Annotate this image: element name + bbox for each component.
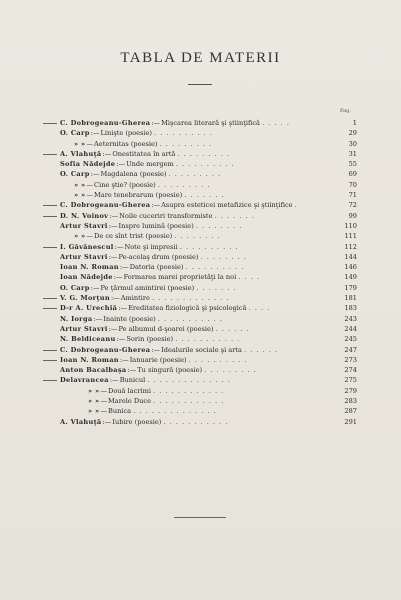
toc-separator: :— — [116, 335, 126, 344]
toc-work-title: Inspre lumină (poesie) — [118, 221, 194, 230]
pencil-mark — [43, 380, 57, 381]
toc-author: V. G. Morţun — [60, 294, 110, 303]
toc-work-title: Pe ţărmul amintirei (poesie) — [100, 283, 195, 292]
pencil-mark — [43, 154, 57, 155]
toc-separator: :— — [151, 201, 161, 210]
toc-work-title: Marele Duce — [108, 397, 152, 406]
toc-entry-text — [60, 417, 343, 427]
toc-work-title: Cine ştie? (poesie) — [94, 180, 156, 189]
toc-work-title: Tu singură (poesie) — [137, 366, 203, 375]
table-of-contents — [0, 118, 401, 427]
toc-page-number: 274 — [344, 366, 357, 375]
toc-work-title: Mişcarea literară şi ştiinţifică — [161, 119, 260, 127]
toc-separator: :— — [127, 366, 137, 375]
toc-page-number: 179 — [344, 283, 357, 292]
toc-page-number: 146 — [344, 263, 357, 272]
toc-entry — [0, 200, 401, 210]
toc-entry — [0, 211, 401, 221]
toc-entry-text — [60, 386, 371, 396]
toc-separator: :— — [113, 273, 123, 282]
dot-leader: . . . . . . . . . — [177, 149, 231, 158]
toc-entry — [0, 324, 401, 334]
toc-page-number: 144 — [344, 252, 357, 261]
toc-entry — [0, 231, 401, 241]
toc-entry-text — [60, 169, 343, 179]
toc-page-number: 112 — [344, 242, 357, 251]
toc-page-number: 69 — [348, 170, 357, 179]
toc-entry — [0, 303, 401, 313]
toc-separator: :— — [90, 129, 100, 138]
toc-work-title: Note şi impresii — [124, 242, 178, 251]
toc-author: N. Beldiceanu — [60, 335, 116, 344]
toc-work-title: Pe albumul d-şoarei (poesie) — [118, 324, 214, 333]
pencil-mark — [43, 216, 57, 217]
dot-leader: . . . . . . . . . . . . — [153, 397, 225, 406]
toc-work-title: Datoria (poesie) — [129, 263, 184, 272]
toc-entry-text — [60, 272, 343, 282]
pencil-mark — [43, 247, 57, 248]
toc-separator: :— — [108, 221, 118, 230]
dot-leader: . . . . . . . . — [200, 252, 248, 261]
toc-page-number: 243 — [344, 314, 357, 323]
toc-page-number: 287 — [344, 407, 357, 416]
toc-author: D-r A. Urechiă — [60, 304, 118, 313]
toc-entry-text — [60, 375, 343, 385]
toc-separator: :— — [93, 314, 103, 323]
dot-leader: . . . . . . . — [184, 191, 225, 200]
end-rule — [174, 517, 226, 518]
toc-author: N. Iorga — [60, 314, 93, 323]
toc-author: I. Găvănescul — [60, 242, 114, 251]
toc-author: Anton Bacalbaşa — [60, 366, 127, 375]
pencil-mark — [43, 205, 57, 206]
toc-page-number: 31 — [348, 149, 357, 158]
title-underline — [188, 84, 212, 85]
toc-separator: — — [100, 407, 108, 416]
toc-page-number: 111 — [344, 232, 357, 241]
toc-entry-text — [60, 324, 343, 334]
toc-separator: :— — [151, 119, 161, 127]
toc-entry-text — [60, 345, 343, 355]
toc-entry-text — [60, 221, 343, 231]
dot-leader: . . . . . . . . . . . — [163, 417, 229, 426]
toc-work-title: Aeternitas (poesie) — [94, 139, 158, 148]
toc-separator: :— — [151, 345, 161, 354]
dot-leader: . . . . . . . . . . . . . — [152, 294, 230, 303]
dot-leader: . . . . . . . . — [195, 221, 243, 230]
toc-entry — [0, 355, 401, 365]
toc-author: Artur Stavri — [60, 221, 108, 230]
toc-page-number: 291 — [344, 417, 357, 426]
toc-page-number: 29 — [348, 129, 357, 138]
toc-page-number: 110 — [344, 221, 357, 230]
toc-separator: :— — [108, 324, 118, 333]
toc-page-number: 72 — [348, 201, 357, 210]
pencil-mark — [43, 123, 57, 124]
dot-leader: . . . . . . . . . — [204, 366, 257, 375]
toc-page-number: 247 — [344, 345, 357, 354]
toc-entry-text — [60, 159, 343, 169]
toc-entry — [0, 221, 401, 231]
toc-author: » » — [74, 139, 86, 148]
toc-entry — [0, 375, 401, 385]
dot-leader: . . . . . . — [215, 324, 250, 333]
toc-entry-text — [60, 242, 343, 252]
toc-page-number: 283 — [344, 397, 357, 406]
toc-entry-text — [60, 252, 343, 262]
dot-leader: . . . . . . . . . . — [188, 355, 248, 364]
dot-leader: . . . . . . . . . . . . — [153, 386, 225, 395]
toc-separator: :— — [108, 252, 118, 261]
toc-work-title: Bunicul — [119, 376, 146, 385]
toc-author: Ioan N. Roman — [60, 263, 119, 272]
toc-entry — [0, 118, 401, 128]
toc-author: A. Vlahuţă — [60, 149, 102, 158]
toc-entry — [0, 283, 401, 293]
toc-entry — [0, 252, 401, 262]
toc-author: Sofia Nădejde — [60, 160, 116, 169]
toc-entry — [0, 345, 401, 355]
dot-leader: . . . . . . . . . — [159, 139, 213, 148]
toc-separator: :— — [110, 294, 120, 303]
toc-work-title: Noile cuceriri transformiste — [119, 211, 213, 220]
toc-author: O. Carp — [60, 129, 90, 138]
toc-work-title: Ereditatea fiziologică şi psicologică — [128, 304, 247, 313]
toc-separator: :— — [102, 149, 112, 158]
page-column-label: Pag. — [340, 108, 351, 114]
toc-entry-text — [60, 200, 343, 210]
toc-page-number: 55 — [348, 160, 357, 169]
toc-entry-text — [60, 355, 343, 365]
toc-entry-text — [60, 365, 343, 375]
toc-entry-text — [60, 211, 343, 221]
toc-separator: :— — [102, 417, 112, 426]
toc-author: Artur Stavri — [60, 252, 108, 261]
toc-separator: :— — [119, 263, 129, 272]
toc-author: » » — [88, 407, 100, 416]
toc-separator: :— — [114, 242, 124, 251]
toc-work-title: Sorin (poesie) — [126, 335, 174, 344]
toc-separator: — — [86, 180, 94, 189]
dot-leader: . . . . . . . . . . . — [157, 314, 223, 323]
toc-entry-text — [60, 128, 343, 138]
dot-leader: . . . . . . . . . . — [154, 129, 213, 138]
toc-work-title: Idealurile sociale şi arta — [161, 345, 242, 354]
page-title: TABLA DE MATERII — [120, 50, 281, 66]
toc-page-number: 279 — [344, 386, 357, 395]
toc-work-title: De ce sînt trist (poesie) — [94, 232, 173, 241]
toc-work-title: Onestitatea în artă — [112, 149, 176, 158]
toc-entry — [0, 386, 401, 396]
toc-entry-text — [60, 293, 343, 303]
toc-entry — [0, 334, 401, 344]
toc-work-title: Pe-acelaş drum (poesie) — [118, 252, 199, 261]
pencil-mark — [43, 308, 57, 309]
toc-work-title: Linişte (poesie) — [100, 129, 152, 138]
toc-entry — [0, 128, 401, 138]
toc-work-title: Inainte (poesie) — [103, 314, 156, 323]
toc-page-number: 71 — [348, 191, 357, 200]
dot-leader: . . . . . . — [244, 345, 279, 354]
toc-author: Ioan N. Roman — [60, 355, 119, 364]
toc-entry — [0, 272, 401, 282]
toc-author: » » — [74, 232, 86, 241]
toc-page-number: 70 — [348, 180, 357, 189]
toc-entry-text — [60, 231, 357, 241]
toc-entry-text — [60, 283, 343, 293]
toc-entry-text — [60, 334, 343, 344]
toc-entry — [0, 139, 401, 149]
toc-work-title: Iubire (poesie) — [112, 417, 162, 426]
toc-page-number: 245 — [344, 335, 357, 344]
toc-entry — [0, 406, 401, 416]
toc-entry — [0, 396, 401, 406]
toc-separator: :— — [119, 355, 129, 364]
dot-leader: . . . . . . . . . . — [179, 242, 239, 251]
toc-work-title: Formarea marei proprietăţi la noi — [123, 273, 237, 282]
toc-separator: — — [100, 386, 108, 395]
dot-leader: . . . . . . . . . . . — [175, 335, 241, 344]
toc-page-number: 273 — [344, 355, 357, 364]
toc-entry-text — [60, 139, 357, 149]
toc-work-title: Mare tenebrarum (poesie) — [94, 191, 183, 200]
toc-work-title: Magdalena (poesie) — [100, 170, 167, 179]
toc-author: D. N. Voinov — [60, 211, 109, 220]
toc-entry — [0, 417, 401, 427]
toc-separator: :— — [90, 170, 100, 179]
toc-author: C. Dobrogeanu-Gherea — [60, 201, 151, 210]
toc-entry — [0, 314, 401, 324]
toc-separator: — — [100, 397, 108, 406]
toc-work-title: Ianuarie (poesie) — [129, 355, 187, 364]
toc-author: O. Carp — [60, 283, 90, 292]
pencil-mark — [43, 360, 57, 361]
toc-separator: — — [86, 139, 94, 148]
toc-page-number: 275 — [344, 376, 357, 385]
dot-leader: . . . . — [238, 273, 261, 282]
toc-author: Delavrancea — [60, 376, 109, 385]
toc-entry — [0, 262, 401, 272]
toc-author: » » — [74, 180, 86, 189]
toc-entry-text — [60, 303, 343, 313]
toc-page-number: 1 — [352, 119, 357, 127]
dot-leader: . . . . — [248, 304, 271, 313]
toc-author: C. Dobrogeanu-Gherea — [60, 119, 151, 127]
dot-leader: . — [294, 201, 298, 210]
toc-page-number: 181 — [344, 294, 357, 303]
toc-entry — [0, 365, 401, 375]
toc-entry — [0, 180, 401, 190]
toc-separator: :— — [116, 160, 126, 169]
toc-author: O. Carp — [60, 170, 90, 179]
toc-separator: — — [86, 191, 94, 200]
toc-entry-text — [60, 180, 357, 190]
dot-leader: . . . . . . . . . . — [175, 160, 235, 169]
toc-entry-text — [60, 262, 343, 272]
toc-entry — [0, 293, 401, 303]
toc-entry — [0, 149, 401, 159]
dot-leader: . . . . . . . . . . — [185, 263, 245, 272]
toc-author: » » — [88, 397, 100, 406]
toc-separator: :— — [109, 376, 119, 385]
dot-leader: . . . . . . . — [196, 283, 237, 292]
toc-entry-text — [60, 396, 371, 406]
toc-page-number: 30 — [348, 139, 357, 148]
toc-separator: :— — [109, 211, 119, 220]
dot-leader: . . . . . . . — [214, 211, 255, 220]
pencil-mark — [43, 298, 57, 299]
toc-work-title: Bunica — [108, 407, 132, 416]
dot-leader: . . . . . . . . . — [168, 170, 222, 179]
toc-entry — [0, 159, 401, 169]
toc-entry-text — [60, 314, 343, 324]
dot-leader: . . . . . . . . . . . . . . — [147, 376, 231, 385]
toc-page-number: 149 — [344, 273, 357, 282]
toc-entry-text — [60, 118, 343, 128]
toc-page-number: 244 — [344, 324, 357, 333]
toc-work-title: Unde mergem — [126, 160, 174, 169]
toc-work-title: Asupra esteticei metafizice şi ştiinţifice — [161, 201, 293, 210]
toc-separator: — — [86, 232, 94, 241]
toc-separator: :— — [118, 304, 128, 313]
dot-leader: . . . . . . . . . — [157, 180, 211, 189]
toc-entry-text — [60, 406, 371, 416]
dot-leader: . . . . . . . . — [174, 232, 221, 241]
toc-author: Ioan Nădejde — [60, 273, 113, 282]
dot-leader: . . . . . . . . . . . . . . — [133, 407, 217, 416]
toc-entry-text — [60, 190, 357, 200]
toc-author: » » — [88, 386, 100, 395]
toc-author: » » — [74, 191, 86, 200]
dot-leader: . . . . . — [262, 119, 290, 127]
toc-page-number: 183 — [344, 304, 357, 313]
toc-entry — [0, 190, 401, 200]
toc-entry-text — [60, 149, 343, 159]
toc-author: C. Dobrogeanu-Gherea — [60, 345, 151, 354]
toc-entry — [0, 169, 401, 179]
toc-author: Artur Stavri — [60, 324, 108, 333]
toc-author: A. Vlahuţă — [60, 417, 102, 426]
pencil-mark — [43, 350, 57, 351]
toc-work-title: Două lacrimi — [108, 386, 151, 395]
toc-entry — [0, 242, 401, 252]
toc-work-title: Amintire — [120, 294, 150, 303]
toc-page-number: 99 — [348, 211, 357, 220]
toc-separator: :— — [90, 283, 100, 292]
